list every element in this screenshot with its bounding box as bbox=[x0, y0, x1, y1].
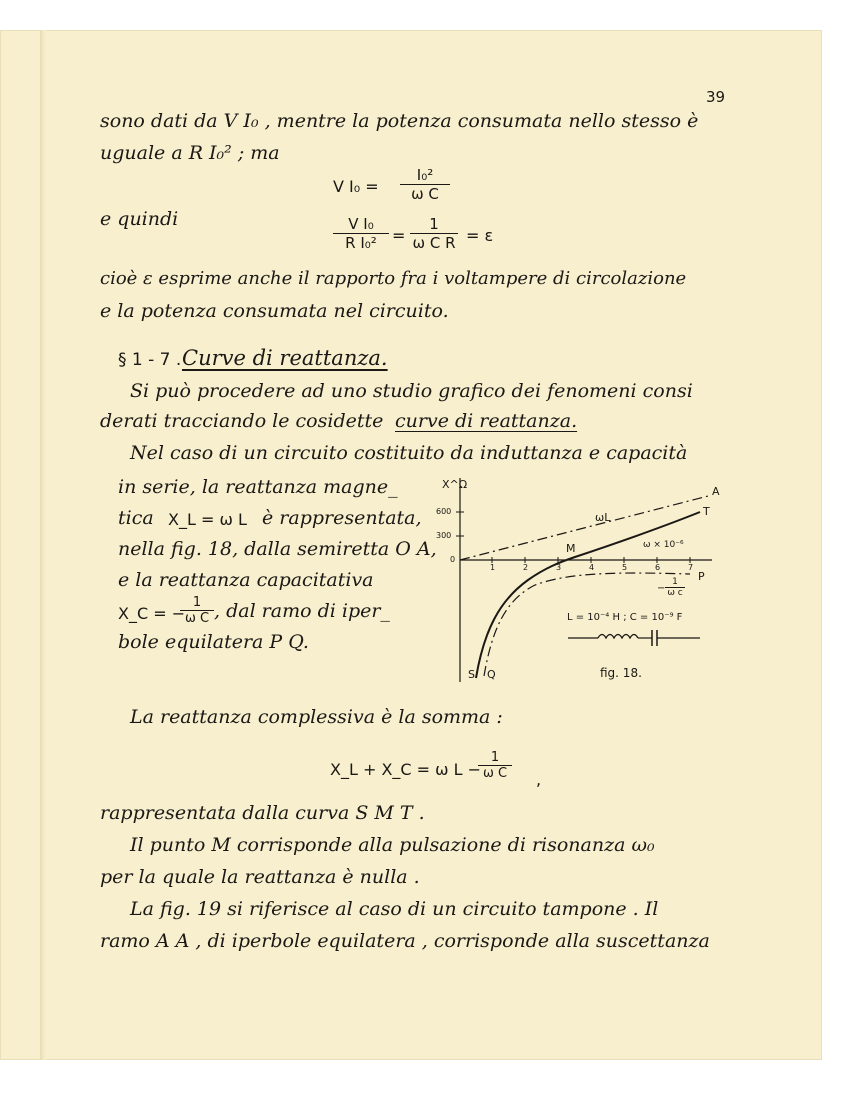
text-line-1: sono dati da V I₀ , mentre la potenza consumata nello stesso è bbox=[100, 110, 699, 132]
p-fraction bbox=[665, 577, 685, 598]
para2-line-3b: è rappresentata, bbox=[262, 507, 422, 529]
eq2-numerator-1: V I₀ bbox=[348, 215, 374, 233]
label-a: A bbox=[712, 485, 720, 498]
eq3-denominator: ω C bbox=[478, 765, 512, 781]
eq2-numerator-2: 1 bbox=[429, 215, 439, 233]
eq2-denominator-2: ω C R bbox=[410, 233, 458, 252]
eq2-rhs: = ε bbox=[466, 226, 494, 245]
x-tick-label-7: 7 bbox=[688, 563, 694, 572]
xc-denominator: ω C bbox=[180, 610, 214, 626]
section-title: Curve di reattanza. bbox=[182, 346, 388, 370]
label-q: Q bbox=[487, 668, 496, 681]
para4-line-4: La fig. 19 si riferisce al caso di un circuito tampone . Il bbox=[130, 898, 659, 920]
para3-line: La reattanza complessiva è la somma : bbox=[130, 706, 503, 728]
section-number: § 1 - 7 . bbox=[118, 350, 182, 370]
para2-line-1: Nel caso di un circuito costituito da induttanza e capacità bbox=[130, 442, 688, 464]
para2-line-5: e la reattanza capacitativa bbox=[118, 569, 374, 591]
para1-line-1: Si può procedere ad uno studio grafico dei fenomeni consi bbox=[130, 380, 693, 402]
x-tick-label-6: 6 bbox=[655, 563, 661, 572]
p-frac-den: ω c bbox=[665, 587, 685, 598]
para4-line-2: Il punto M corrisponde alla pulsazione di risonanza ω₀ bbox=[130, 834, 655, 856]
para2-xl: X_L = ω L bbox=[168, 510, 247, 529]
figure-caption: fig. 18. bbox=[600, 666, 642, 680]
label-t: T bbox=[703, 505, 710, 518]
x-axis-label: ω × 10⁻⁶ bbox=[643, 540, 684, 550]
para2-line-3a: tica bbox=[118, 507, 154, 529]
x-tick-label-1: 1 bbox=[490, 563, 496, 572]
x-tick-label-5: 5 bbox=[622, 563, 628, 572]
label-s: S bbox=[468, 668, 475, 681]
eq3-lhs: X_L + X_C = ω L − bbox=[330, 760, 482, 779]
para1-term: curve di reattanza. bbox=[395, 410, 578, 432]
para4-line-5: ramo A A , di iperbole equilatera , corrisponde alla suscettanza bbox=[100, 930, 710, 952]
y-tick-label-600: 600 bbox=[436, 507, 452, 516]
text-line-2: uguale a R I₀² ; ma bbox=[100, 142, 280, 164]
text-line-3: e quindi bbox=[100, 208, 179, 230]
circuit-params: L = 10⁻⁴ H ; C = 10⁻⁹ F bbox=[567, 612, 683, 623]
para1-line-2: derati tracciando le cosidette bbox=[100, 410, 384, 432]
y-tick-label-300: 300 bbox=[436, 531, 452, 540]
para4-line-3: per la quale la reattanza è nulla . bbox=[100, 866, 420, 888]
para2-line-7: bole equilatera P Q. bbox=[118, 631, 309, 653]
para2-xc: X_C = − bbox=[118, 604, 186, 623]
label-p: P bbox=[698, 570, 705, 583]
eq1-denominator: ω C bbox=[400, 184, 450, 203]
y-axis-label: X^Ω bbox=[442, 478, 468, 491]
page-number: 39 bbox=[706, 88, 726, 106]
eq1-numerator: I₀² bbox=[416, 166, 434, 184]
eq3-numerator: 1 bbox=[490, 750, 500, 765]
x-tick-label-4: 4 bbox=[589, 563, 595, 572]
eq3-tail: , bbox=[536, 770, 542, 789]
eq2-denominator-1: R I₀² bbox=[333, 233, 389, 252]
x-tick-label-2: 2 bbox=[523, 563, 529, 572]
inductor-icon bbox=[598, 635, 638, 639]
eq3-fraction bbox=[478, 750, 512, 781]
p-frac-prefix: − bbox=[657, 583, 666, 594]
y-tick-label-0: 0 bbox=[450, 555, 456, 564]
label-omega-l: ωL bbox=[595, 511, 611, 524]
para4-line-1: rappresentata dalla curva S M T . bbox=[100, 802, 425, 824]
label-m: M bbox=[566, 542, 576, 555]
para2-line-6: , dal ramo di iper_ bbox=[214, 600, 390, 622]
eq1-lhs: V I₀ = bbox=[333, 177, 379, 196]
p-frac-num: 1 bbox=[672, 577, 678, 587]
para2-line-2: in serie, la reattanza magne_ bbox=[118, 476, 398, 498]
text-line-4: cioè ε esprime anche il rapporto fra i voltampere di circolazione bbox=[100, 268, 687, 289]
x-tick-label-3: 3 bbox=[556, 563, 562, 572]
ray-oa-omega-l bbox=[460, 496, 708, 560]
eq2-equals: = bbox=[392, 226, 406, 245]
text-line-5: e la potenza consumata nel circuito. bbox=[100, 300, 449, 322]
para2-line-4: nella fig. 18, dalla semiretta O A, bbox=[118, 538, 437, 560]
xc-numerator: 1 bbox=[192, 595, 202, 610]
